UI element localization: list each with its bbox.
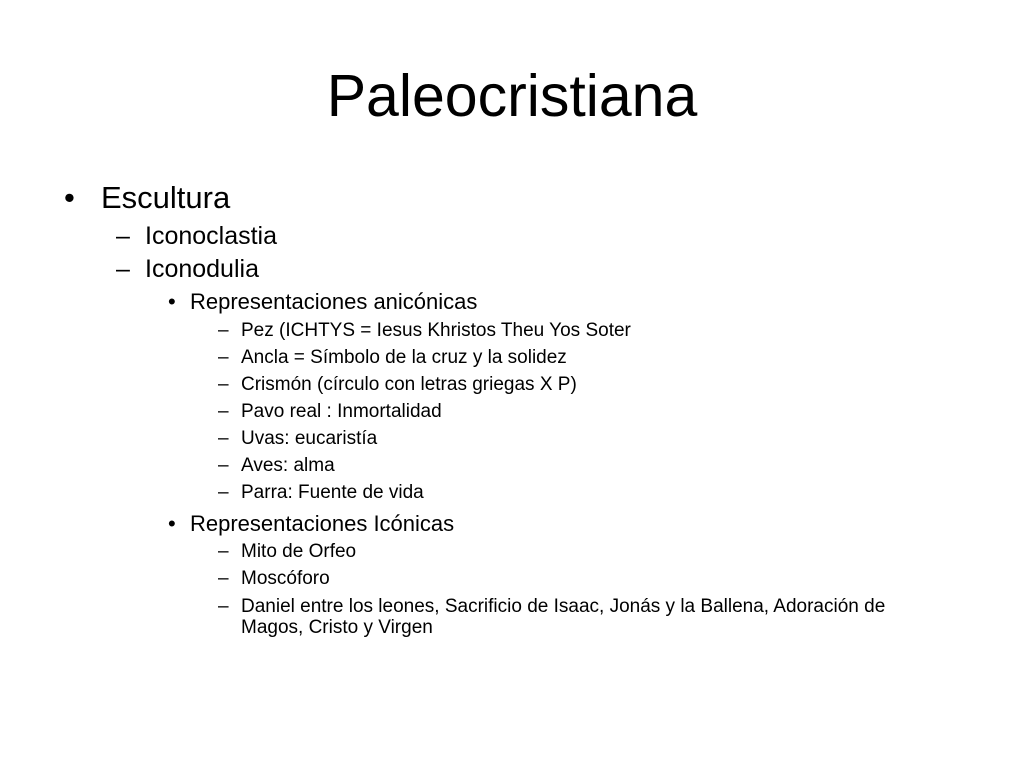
- dash-marker: –: [218, 347, 229, 368]
- dash-marker: –: [218, 482, 229, 503]
- bullet-text: Pez (ICHTYS = Iesus Khristos Theu Yos Soter: [241, 320, 631, 341]
- bullet-text: Pavo real : Inmortalidad: [241, 401, 442, 422]
- dash-marker: –: [218, 401, 229, 422]
- dash-marker: –: [218, 568, 229, 589]
- dash-marker: –: [116, 255, 130, 283]
- bullet-text: Iconoclastia: [145, 222, 278, 250]
- dash-marker: –: [116, 222, 130, 250]
- bullet-text: Parra: Fuente de vida: [241, 482, 424, 503]
- bullet-text: Crismón (círculo con letras griegas X P): [241, 374, 577, 395]
- bullet-text: Daniel entre los leones, Sacrificio de Isaac, Jonás y la Ballena, Adoración de Magos, Cristo y Virgen: [241, 596, 886, 638]
- bullet-text: Uvas: eucaristía: [241, 428, 378, 449]
- bullet-text: Aves: alma: [241, 455, 335, 476]
- dash-marker: –: [218, 455, 229, 476]
- bullet-text: Ancla = Símbolo de la cruz y la solidez: [241, 347, 567, 368]
- dash-marker: –: [218, 541, 229, 562]
- bullet-text: Iconodulia: [145, 255, 259, 283]
- bullet-marker: •: [168, 511, 176, 536]
- bullet-text: Representaciones anicónicas: [190, 289, 478, 314]
- dash-marker: –: [218, 320, 229, 341]
- slide-title: Paleocristiana: [326, 63, 698, 129]
- dash-marker: –: [218, 428, 229, 449]
- bullet-text: Mito de Orfeo: [241, 541, 357, 562]
- bullet-text: Moscóforo: [241, 568, 330, 589]
- bullet-marker: •: [64, 180, 75, 215]
- dash-marker: –: [218, 596, 229, 617]
- bullet-text: Representaciones Icónicas: [190, 511, 455, 536]
- bullet-marker: •: [168, 289, 176, 314]
- bullet-text: Escultura: [101, 180, 231, 215]
- dash-marker: –: [218, 374, 229, 395]
